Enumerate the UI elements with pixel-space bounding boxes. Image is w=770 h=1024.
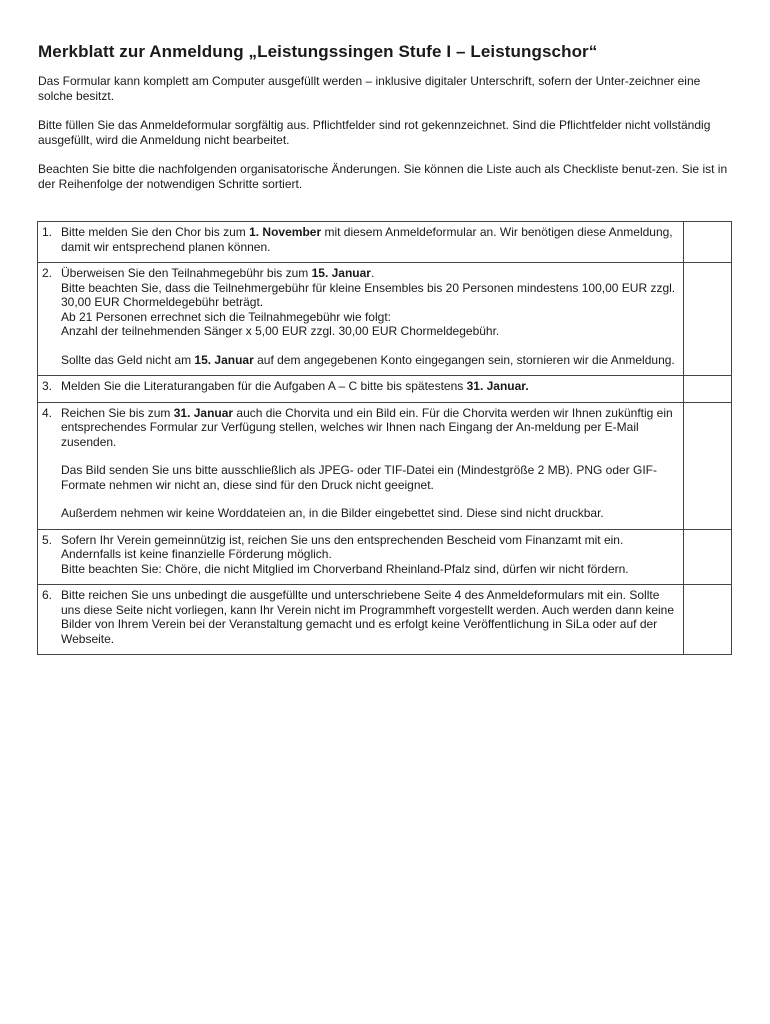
checklist-item-text (38, 222, 684, 263)
checklist-item-text (38, 585, 684, 655)
body-text: Reichen Sie bis zum (61, 405, 174, 420)
checklist-item-number: 6. (42, 588, 53, 602)
intro-paragraph: Beachten Sie bitte die nachfolgenden organisatorische Änderungen. Sie können die Liste auch als Checkliste benut-zen. Sie ist in der Reihenfolge der notwendigen Schritte sortiert. (38, 162, 728, 191)
checkbox-cell[interactable] (684, 222, 732, 263)
checklist-item-number: 2. (42, 266, 53, 280)
body-text: Außerdem nehmen wir keine Worddateien an, in die Bilder eingebettet sind. Diese sind nicht druckbar. (61, 506, 604, 520)
checklist-item-text (38, 376, 684, 403)
checklist-paragraph (61, 506, 677, 521)
checklist-table (37, 221, 732, 655)
intro-paragraph: Bitte füllen Sie das Anmeldeformular sorgfältig aus. Pflichtfelder sind rot gekennzeichnet. Sind die Pflichtfelder nicht vollständig ausgefüllt, wird die Anmeldung nicht bearbeitet. (38, 118, 711, 147)
checklist-paragraph (61, 379, 677, 394)
checkbox-cell[interactable] (684, 402, 732, 529)
body-text: Bitte beachten Sie: Chöre, die nicht Mitglied im Chorverband Rheinland-Pfalz sind, dürfen wir nicht fördern. (61, 561, 629, 576)
checkbox-cell[interactable] (684, 376, 732, 403)
checklist-item-text (38, 529, 684, 585)
deadline-text: 15. Januar (194, 352, 254, 367)
body-text: Melden Sie die Literaturangaben für die Aufgaben A – C bitte bis spätestens (61, 379, 467, 393)
checkbox-cell[interactable] (684, 529, 732, 585)
body-text: . (370, 266, 375, 280)
checklist-item-number: 1. (42, 225, 53, 239)
body-text: Ab 21 Personen errechnet sich die Teilnahmegebühr wie folgt: (61, 309, 391, 324)
checklist-paragraph (61, 463, 677, 492)
checklist-item-text (38, 263, 684, 376)
body-text: Bitte reichen Sie uns unbedingt die ausgefüllte und unterschriebene Seite 4 des Anmeldeformulars mit ein. Sollte uns diese Seite nicht vorliegen, kann Ihr Verein nicht im Programmheft vorgestellt werden. Auch werden dann keine Bilder von Ihrem Verein bei der Veranstaltung gemacht und es erfolgt keine Veröffentlichung in SiLa oder auf der Webseite. (61, 588, 675, 646)
body-text: Überweisen Sie den Teilnahmegebühr bis zum (61, 266, 312, 280)
body-text: Sofern Ihr Verein gemeinnützig ist, reichen Sie uns den entsprechenden Bescheid vom Finanzamt mit ein. Andernfalls ist keine finanzielle Förderung möglich. (61, 532, 624, 561)
deadline-text: 31. Januar. (466, 379, 529, 393)
checklist-row (38, 222, 732, 263)
body-text: mit diesem Anmeldeformular an. Wir benötigen diese Anmeldung, damit wir entsprechend planen können. (61, 225, 673, 254)
checklist-row (38, 263, 732, 376)
checklist-item-text (38, 402, 684, 529)
checklist-item-number: 4. (42, 405, 53, 420)
checklist-paragraph (61, 266, 677, 339)
checkbox-cell[interactable] (684, 585, 732, 655)
body-text: Anzahl der teilnehmenden Sänger x 5,00 EUR zzgl. 30,00 EUR Chormeldegebühr. (61, 324, 500, 338)
deadline-text: 1. November (249, 225, 322, 239)
checkbox-cell[interactable] (684, 263, 732, 376)
checklist-row (38, 402, 732, 529)
deadline-text: 15. Januar (311, 266, 371, 280)
body-text: auf dem angegebenen Konto eingegangen sein, stornieren wir die Anmeldung. (253, 352, 675, 367)
checklist-item-number: 3. (42, 379, 53, 393)
body-text: Das Bild senden Sie uns bitte ausschließlich als JPEG- oder TIF-Datei ein (Mindestgröße 2 MB). PNG oder GIF-Formate nehmen wir nicht an, diese sind für den Druck nicht geeignet. (61, 463, 658, 492)
checklist-paragraph (61, 406, 677, 450)
body-text: auch die Chorvita und ein Bild ein. Für die Chorvita werden wir Ihnen zukünftig ein entsprechendes Formular zur Verfügung stellen, welches wir Ihnen nach Eingang der An-meldung per E-Mail zusenden. (61, 405, 673, 449)
checklist-paragraph (61, 588, 677, 646)
body-text: Bitte melden Sie den Chor bis zum (61, 225, 250, 239)
intro-paragraph: Das Formular kann komplett am Computer ausgefüllt werden – inklusive digitaler Unterschrift, sofern der Unter-zeichner eine solche besitzt. (38, 74, 701, 103)
checklist-paragraph (61, 225, 677, 254)
body-text: Sollte das Geld nicht am (61, 352, 195, 367)
checklist-paragraph (61, 353, 677, 368)
checklist-paragraph (61, 533, 677, 577)
checklist-row (38, 585, 732, 655)
checklist-item-number: 5. (42, 532, 53, 547)
checklist-row (38, 376, 732, 403)
body-text: Bitte beachten Sie, dass die Teilnehmergebühr für kleine Ensembles bis 20 Personen mindestens 100,00 EUR zzgl. 30,00 EUR Chormeldegebühr beträgt. (61, 280, 676, 309)
deadline-text: 31. Januar (173, 405, 234, 420)
checklist-row (38, 529, 732, 585)
page-title: Merkblatt zur Anmeldung „Leistungssingen Stufe I – Leistungschor“ (38, 42, 598, 61)
